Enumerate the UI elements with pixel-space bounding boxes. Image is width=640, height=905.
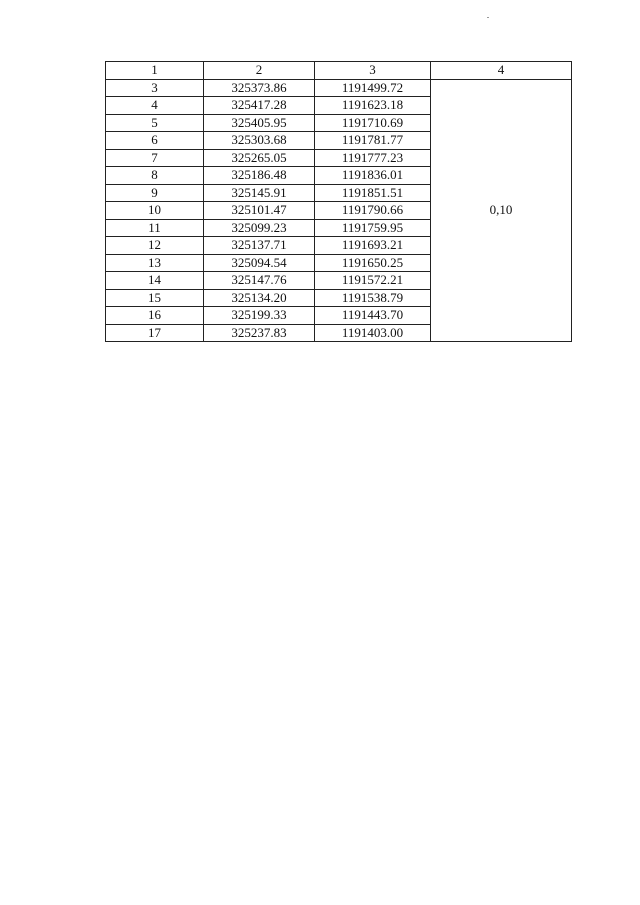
y-coordinate-cell: 1191650.25 — [315, 254, 431, 272]
y-coordinate-cell: 1191443.70 — [315, 307, 431, 325]
y-coordinate-cell: 1191538.79 — [315, 289, 431, 307]
x-coordinate-cell: 325237.83 — [204, 324, 315, 342]
x-coordinate-cell: 325101.47 — [204, 202, 315, 220]
y-coordinate-cell: 1191790.66 — [315, 202, 431, 220]
header-col-2: 2 — [204, 62, 315, 80]
table-row — [106, 79, 572, 97]
header-col-1: 1 — [106, 62, 204, 80]
point-number-cell: 12 — [106, 237, 204, 255]
y-coordinate-cell: 1191693.21 — [315, 237, 431, 255]
header-col-4: 4 — [431, 62, 572, 80]
y-coordinate-cell: 1191781.77 — [315, 132, 431, 150]
x-coordinate-cell: 325134.20 — [204, 289, 315, 307]
point-number-cell: 11 — [106, 219, 204, 237]
x-coordinate-cell: 325145.91 — [204, 184, 315, 202]
point-number-cell: 9 — [106, 184, 204, 202]
x-coordinate-cell: 325094.54 — [204, 254, 315, 272]
x-coordinate-cell: 325147.76 — [204, 272, 315, 290]
x-coordinate-cell: 325265.05 — [204, 149, 315, 167]
point-number-cell: 15 — [106, 289, 204, 307]
x-coordinate-cell: 325303.68 — [204, 132, 315, 150]
y-coordinate-cell: 1191403.00 — [315, 324, 431, 342]
point-number-cell: 10 — [106, 202, 204, 220]
y-coordinate-cell: 1191777.23 — [315, 149, 431, 167]
x-coordinate-cell: 325405.95 — [204, 114, 315, 132]
point-number-cell: 3 — [106, 79, 204, 97]
point-number-cell: 16 — [106, 307, 204, 325]
x-coordinate-cell: 325417.28 — [204, 97, 315, 115]
scan-mark — [487, 17, 489, 18]
y-coordinate-cell: 1191572.21 — [315, 272, 431, 290]
y-coordinate-cell: 1191710.69 — [315, 114, 431, 132]
y-coordinate-cell: 1191851.51 — [315, 184, 431, 202]
y-coordinate-cell: 1191759.95 — [315, 219, 431, 237]
merged-value-cell: 0,10 — [431, 79, 572, 342]
header-row — [106, 62, 572, 80]
point-number-cell: 4 — [106, 97, 204, 115]
table-body — [106, 79, 572, 342]
point-number-cell: 17 — [106, 324, 204, 342]
x-coordinate-cell: 325199.33 — [204, 307, 315, 325]
point-number-cell: 7 — [106, 149, 204, 167]
x-coordinate-cell: 325137.71 — [204, 237, 315, 255]
point-number-cell: 14 — [106, 272, 204, 290]
y-coordinate-cell: 1191499.72 — [315, 79, 431, 97]
x-coordinate-cell: 325099.23 — [204, 219, 315, 237]
point-number-cell: 6 — [106, 132, 204, 150]
y-coordinate-cell: 1191836.01 — [315, 167, 431, 185]
x-coordinate-cell: 325186.48 — [204, 167, 315, 185]
y-coordinate-cell: 1191623.18 — [315, 97, 431, 115]
x-coordinate-cell: 325373.86 — [204, 79, 315, 97]
header-col-3: 3 — [315, 62, 431, 80]
point-number-cell: 13 — [106, 254, 204, 272]
point-number-cell: 5 — [106, 114, 204, 132]
point-number-cell: 8 — [106, 167, 204, 185]
coordinates-table — [105, 61, 572, 342]
